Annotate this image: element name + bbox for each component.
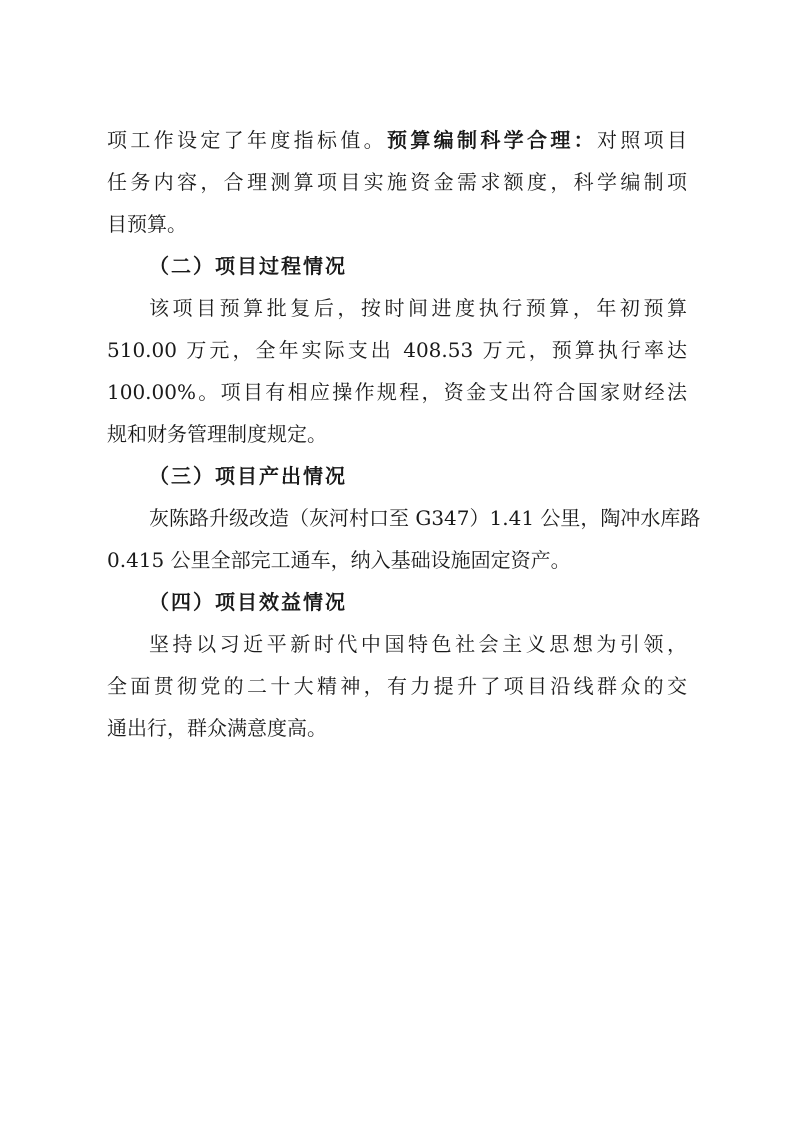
- paragraph-line: 任务内容，合理测算项目实施资金需求额度，科学编制项: [107, 170, 687, 194]
- paragraph-line: [107, 120, 687, 160]
- section-heading: （二）项目过程情况: [149, 254, 347, 278]
- paragraph-line: 通出行，群众满意度高。: [107, 716, 327, 740]
- section-heading: （三）项目产出情况: [149, 464, 347, 488]
- paragraph-line: 该项目预算批复后，按时间进度执行预算，年初预算: [149, 296, 687, 320]
- bold-phrase: 预算编制科学合理：: [387, 128, 597, 152]
- text-run: 对照项目: [597, 128, 688, 152]
- paragraph-line: 目预算。: [107, 212, 187, 236]
- paragraph-line: 灰陈路升级改造（灰河村口至 G347）1.41 公里，陶冲水库路: [149, 506, 701, 530]
- text-run: 项工作设定了年度指标值。: [107, 128, 387, 152]
- paragraph-line: 100.00%。项目有相应操作规程，资金支出符合国家财经法: [107, 380, 687, 404]
- paragraph-line: 规和财务管理制度规定。: [107, 422, 327, 446]
- paragraph-line: 0.415 公里全部完工通车，纳入基础设施固定资产。: [107, 548, 571, 572]
- section-heading: （四）项目效益情况: [149, 590, 347, 614]
- paragraph-line: 全面贯彻党的二十大精神，有力提升了项目沿线群众的交: [107, 674, 687, 698]
- paragraph-line: 510.00 万元，全年实际支出 408.53 万元，预算执行率达: [107, 338, 687, 362]
- paragraph-line: 坚持以习近平新时代中国特色社会主义思想为引领，: [149, 632, 687, 656]
